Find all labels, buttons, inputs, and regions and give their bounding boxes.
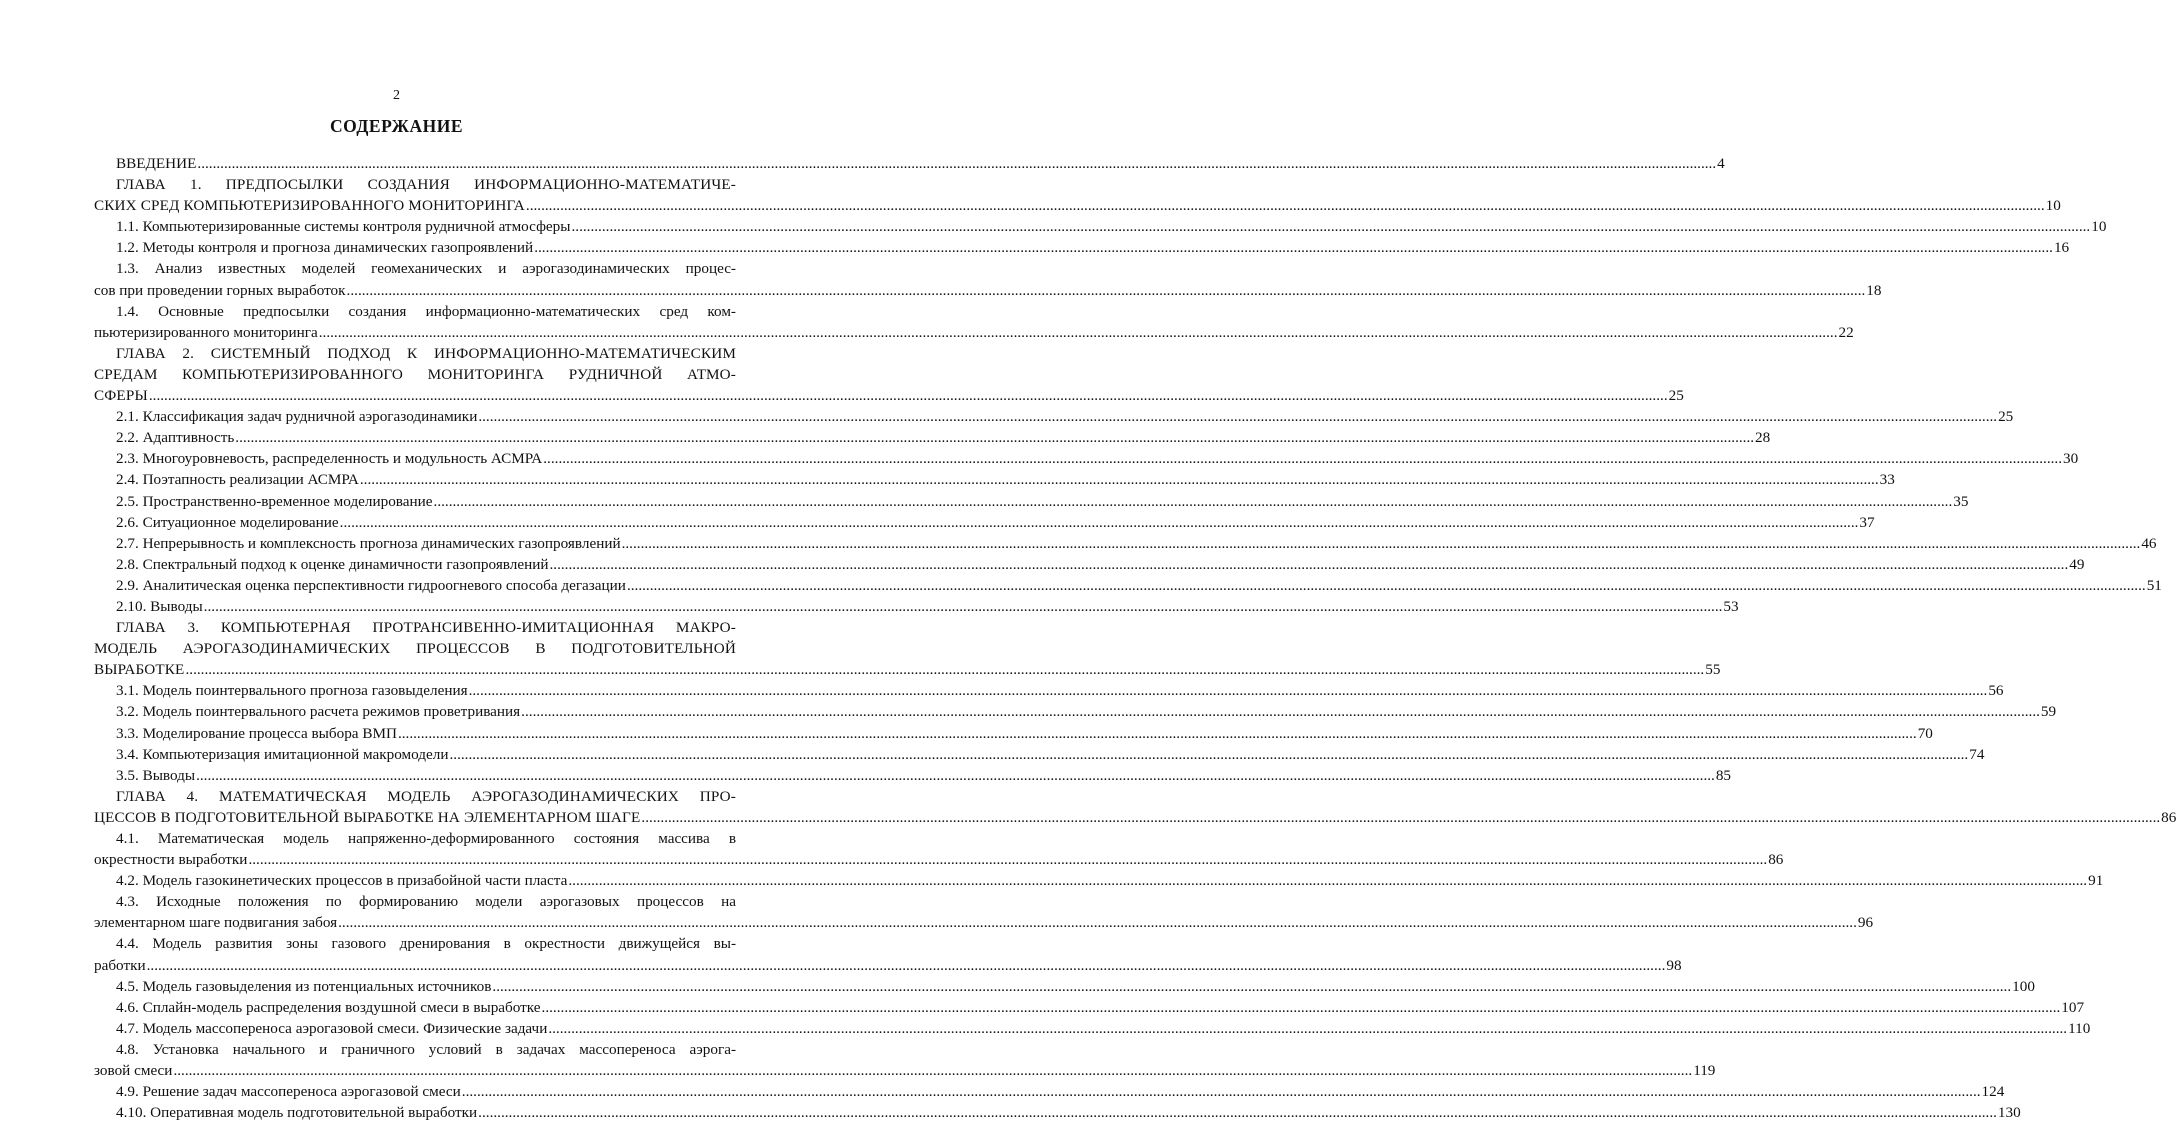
- toc-entry-text: 4.3. Исходные положения по формированию модели аэрогазовых процессов на: [116, 893, 736, 911]
- toc-entry-text: 2.6. Ситуационное моделирование: [116, 513, 339, 531]
- toc-page-number: 96: [1857, 914, 1874, 932]
- toc-page-number: 110: [2068, 1019, 2091, 1037]
- toc-section-entry[interactable]: [94, 301, 1854, 343]
- dot-leader: ................................................................................................................................................................................................................................................................................................................................................................................................................: [346, 281, 1866, 299]
- toc-entry-text: работки: [94, 956, 146, 974]
- toc-page-number: 25: [1998, 408, 2014, 426]
- toc-section-entry[interactable]: [94, 701, 2057, 722]
- toc-page-number: 98: [1666, 956, 1682, 974]
- toc-entry-text: ГЛАВА 2. СИСТЕМНЫЙ ПОДХОД К ИНФОРМАЦИОННО-МАТЕМАТИЧЕСКИМ: [116, 344, 736, 362]
- dot-leader: ................................................................................................................................................................................................................................................................................................................................................................................................................: [492, 977, 2012, 995]
- toc-page-number: 46: [2141, 534, 2157, 552]
- toc-page-number: 25: [1668, 387, 1684, 405]
- toc-page-number: 16: [2053, 239, 2070, 257]
- toc-section-entry[interactable]: [94, 512, 1875, 533]
- dot-leader: ................................................................................................................................................................................................................................................................................................................................................................................................................: [338, 914, 1857, 932]
- toc-entry-text: 1.4. Основные предпосылки создания информационно-математических сред ком-: [116, 302, 736, 320]
- toc-entry-text: 1.1. Компьютеризированные системы контроля рудничной атмосферы: [116, 218, 571, 236]
- toc-section-entry[interactable]: [94, 997, 2085, 1018]
- toc-chapter-entry[interactable]: [94, 786, 2176, 828]
- toc-section-entry[interactable]: [94, 554, 2085, 575]
- toc-entry-text: 4.1. Математическая модель напряженно-деформированного состояния массива в: [116, 830, 736, 847]
- toc-section-entry[interactable]: [94, 744, 1985, 765]
- toc-section-entry[interactable]: [94, 596, 1739, 617]
- dot-leader: ................................................................................................................................................................................................................................................................................................................................................................................................................: [641, 808, 2161, 826]
- toc-chapter-entry[interactable]: [94, 174, 2061, 216]
- toc-section-entry[interactable]: [94, 933, 1682, 975]
- toc-section-entry[interactable]: [94, 237, 2070, 258]
- dot-leader: ................................................................................................................................................................................................................................................................................................................................................................................................................: [397, 724, 1917, 742]
- dot-leader: ................................................................................................................................................................................................................................................................................................................................................................................................................: [468, 682, 1988, 700]
- toc-entry-text: 4.9. Решение задач массопереноса аэрогазовой смеси: [116, 1083, 461, 1101]
- toc-page-number: 10: [2091, 218, 2107, 236]
- dot-leader: ................................................................................................................................................................................................................................................................................................................................................................................................................: [235, 429, 1755, 447]
- dot-leader: ................................................................................................................................................................................................................................................................................................................................................................................................................: [197, 155, 1717, 172]
- dot-leader: ................................................................................................................................................................................................................................................................................................................................................................................................................: [461, 1083, 1981, 1101]
- toc-section-entry[interactable]: [94, 153, 1725, 174]
- toc-page-number: 35: [1953, 492, 1969, 510]
- toc-section-entry[interactable]: [94, 870, 2104, 891]
- toc-section-entry[interactable]: [94, 448, 2079, 469]
- toc-page-number: 119: [1693, 1062, 1716, 1080]
- toc-section-entry[interactable]: [94, 723, 1933, 744]
- toc-entry-text: СФЕРЫ: [94, 387, 148, 405]
- dot-leader: ................................................................................................................................................................................................................................................................................................................................................................................................................: [248, 851, 1768, 869]
- toc-section-entry[interactable]: [94, 1039, 1716, 1081]
- toc-entry-text: 3.5. Выводы: [116, 766, 196, 784]
- toc-chapter-entry[interactable]: [94, 617, 1721, 680]
- toc-section-entry[interactable]: [94, 469, 1895, 490]
- toc-entry-text: окрестности выработки: [94, 851, 248, 869]
- dot-leader: ................................................................................................................................................................................................................................................................................................................................................................................................................: [568, 872, 2088, 890]
- toc-entry-text: ВВЕДЕНИЕ: [116, 155, 197, 172]
- toc-page-number: 37: [1859, 513, 1875, 531]
- toc-entry-text: 1.3. Анализ известных моделей геомеханических и аэрогазодинамических процес-: [116, 260, 736, 278]
- toc-entry-text: элементарном шаге подвигания забоя: [94, 914, 338, 932]
- page-title: СОДЕРЖАНИЕ: [329, 116, 463, 136]
- toc-page-number: 33: [1879, 471, 1895, 489]
- toc-page-number: 91: [2088, 872, 2104, 890]
- dot-leader: ................................................................................................................................................................................................................................................................................................................................................................................................................: [433, 492, 1953, 510]
- toc-section-entry[interactable]: [94, 491, 1969, 512]
- toc-page-number: 56: [1988, 682, 2004, 700]
- toc-entry-text: 3.3. Моделирование процесса выбора ВМП: [116, 724, 397, 742]
- toc-page-number: 107: [2061, 998, 2085, 1016]
- dot-leader: ................................................................................................................................................................................................................................................................................................................................................................................................................: [626, 576, 2146, 594]
- toc-entry-text: ГЛАВА 3. КОМПЬЮТЕРНАЯ ПРОТРАНСИВЕННО-ИМИТАЦИОННАЯ МАКРО-: [116, 619, 736, 637]
- toc-page-number: 86: [1768, 851, 1784, 869]
- toc-page-number: 86: [2161, 808, 2176, 826]
- toc-section-entry[interactable]: [94, 828, 1784, 870]
- dot-leader: ................................................................................................................................................................................................................................................................................................................................................................................................................: [543, 450, 2062, 468]
- toc-entry-text: 2.3. Многоуровневость, распределенность и модульность АСМРА: [116, 450, 543, 468]
- toc-entry-text: 3.2. Модель поинтервального расчета режимов проветривания: [116, 703, 521, 721]
- dot-leader: ................................................................................................................................................................................................................................................................................................................................................................................................................: [196, 766, 1715, 784]
- toc-page-number: 70: [1917, 724, 1933, 742]
- toc-entry-text: 3.4. Компьютеризация имитационной макромодели: [116, 745, 449, 763]
- toc-entry-text: 2.5. Пространственно-временное моделирование: [116, 492, 433, 510]
- toc-entry-text: 4.5. Модель газовыделения из потенциальных источников: [116, 977, 492, 995]
- toc-entry-text: 4.4. Модель развития зоны газового дренирования в окрестности движущейся вы-: [116, 935, 736, 953]
- toc-entry-text: 2.10. Выводы: [116, 597, 203, 615]
- toc-page-number: 53: [1723, 597, 1739, 615]
- toc-section-entry[interactable]: [94, 891, 1874, 933]
- toc-section-entry[interactable]: [94, 533, 2157, 554]
- toc-page-number: 85: [1715, 766, 1732, 784]
- dot-leader: ................................................................................................................................................................................................................................................................................................................................................................................................................: [478, 408, 1998, 426]
- dot-leader: ................................................................................................................................................................................................................................................................................................................................................................................................................: [449, 745, 1969, 763]
- dot-leader: ................................................................................................................................................................................................................................................................................................................................................................................................................: [478, 1104, 1997, 1122]
- toc-section-entry[interactable]: [94, 1081, 2005, 1102]
- toc-entry-text: 4.10. Оперативная модель подготовительной выработки: [116, 1104, 478, 1122]
- toc-page-number: 28: [1755, 429, 1771, 447]
- toc-page-number: 51: [2146, 576, 2162, 594]
- toc-entry-text: 2.1. Классификация задач рудничной аэрогазодинамики: [116, 408, 478, 426]
- toc-page-number: 10: [2045, 197, 2061, 215]
- toc-page-number: 30: [2063, 450, 2079, 468]
- toc-section-entry[interactable]: [94, 406, 2014, 427]
- table-of-contents: [94, 153, 2176, 1123]
- toc-section-entry[interactable]: [94, 976, 2035, 997]
- toc-page-number: 100: [2012, 977, 2035, 995]
- toc-page-number: 124: [1981, 1083, 2005, 1101]
- dot-leader: ................................................................................................................................................................................................................................................................................................................................................................................................................: [148, 387, 1668, 405]
- dot-leader: ................................................................................................................................................................................................................................................................................................................................................................................................................: [548, 1019, 2068, 1037]
- toc-entry-text: пьютеризированного мониторинга: [94, 323, 318, 341]
- toc-entry-text: 3.1. Модель поинтервального прогноза газовыделения: [116, 682, 468, 700]
- toc-entry-text: 4.2. Модель газокинетических процессов в призабойной части пласта: [116, 872, 568, 890]
- toc-section-entry[interactable]: [94, 216, 2107, 237]
- dot-leader: ................................................................................................................................................................................................................................................................................................................................................................................................................: [549, 555, 2069, 573]
- toc-section-entry[interactable]: [94, 575, 2162, 596]
- toc-page-number: 18: [1866, 281, 1882, 299]
- toc-entry-text: сов при проведении горных выработок: [94, 281, 346, 299]
- dot-leader: ................................................................................................................................................................................................................................................................................................................................................................................................................: [339, 513, 1859, 531]
- dot-leader: ................................................................................................................................................................................................................................................................................................................................................................................................................: [203, 597, 1723, 615]
- toc-entry-text: 2.8. Спектральный подход к оценке динамичности газопроявлений: [116, 555, 549, 573]
- toc-entry-text: ГЛАВА 1. ПРЕДПОСЫЛКИ СОЗДАНИЯ ИНФОРМАЦИОННО-МАТЕМАТИЧЕ-: [116, 176, 736, 194]
- toc-entry-text: СРЕДАМ КОМПЬЮТЕРИЗИРОВАННОГО МОНИТОРИНГА РУДНИЧНОЙ АТМО-: [94, 365, 736, 383]
- toc-section-entry[interactable]: [94, 427, 1771, 448]
- dot-leader: ................................................................................................................................................................................................................................................................................................................................................................................................................: [185, 661, 1705, 679]
- dot-leader: ................................................................................................................................................................................................................................................................................................................................................................................................................: [173, 1062, 1693, 1080]
- toc-entry-text: ЦЕССОВ В ПОДГОТОВИТЕЛЬНОЙ ВЫРАБОТКЕ НА ЭЛЕМЕНТАРНОМ ШАГЕ: [94, 808, 641, 826]
- toc-page-number: 4: [1717, 155, 1725, 172]
- toc-page-number: 74: [1969, 745, 1985, 763]
- toc-section-entry[interactable]: [94, 1102, 2021, 1123]
- dot-leader: ................................................................................................................................................................................................................................................................................................................................................................................................................: [571, 218, 2091, 236]
- toc-entry-text: 4.7. Модель массопереноса аэрогазовой смеси. Физические задачи: [116, 1019, 548, 1037]
- toc-page-number: 22: [1838, 323, 1854, 341]
- dot-leader: ................................................................................................................................................................................................................................................................................................................................................................................................................: [359, 471, 1879, 489]
- toc-entry-text: 1.2. Методы контроля и прогноза динамических газопроявлений: [116, 239, 534, 257]
- dot-leader: ................................................................................................................................................................................................................................................................................................................................................................................................................: [525, 197, 2045, 215]
- toc-entry-text: ГЛАВА 4. МАТЕМАТИЧЕСКАЯ МОДЕЛЬ АЭРОГАЗОДИНАМИЧЕСКИХ ПРО-: [116, 787, 736, 805]
- dot-leader: ................................................................................................................................................................................................................................................................................................................................................................................................................: [541, 998, 2061, 1016]
- toc-section-entry[interactable]: [94, 765, 1732, 786]
- dot-leader: ................................................................................................................................................................................................................................................................................................................................................................................................................: [318, 323, 1838, 341]
- toc-entry-text: 4.6. Сплайн-модель распределения воздушной смеси в выработке: [116, 998, 541, 1016]
- toc-section-entry[interactable]: [94, 258, 1882, 300]
- dot-leader: ................................................................................................................................................................................................................................................................................................................................................................................................................: [534, 239, 2053, 257]
- toc-entry-text: СКИХ СРЕД КОМПЬЮТЕРИЗИРОВАННОГО МОНИТОРИНГА: [94, 197, 525, 215]
- toc-entry-text: зовой смеси: [94, 1062, 173, 1080]
- toc-page-number: 130: [1997, 1104, 2021, 1122]
- toc-entry-text: МОДЕЛЬ АЭРОГАЗОДИНАМИЧЕСКИХ ПРОЦЕССОВ В ПОДГОТОВИТЕЛЬНОЙ: [94, 640, 736, 658]
- page-number: 2: [393, 88, 400, 103]
- toc-chapter-entry[interactable]: [94, 343, 1684, 406]
- toc-section-entry[interactable]: [94, 680, 2004, 701]
- toc-entry-text: 2.2. Адаптивность: [116, 429, 235, 447]
- toc-entry-text: ВЫРАБОТКЕ: [94, 661, 185, 679]
- dot-leader: ................................................................................................................................................................................................................................................................................................................................................................................................................: [621, 534, 2141, 552]
- toc-entry-text: 2.7. Непрерывность и комплексность прогноза динамических газопроявлений: [116, 534, 621, 552]
- toc-page-number: 59: [2040, 703, 2057, 721]
- toc-page-number: 55: [1705, 661, 1721, 679]
- toc-section-entry[interactable]: [94, 1018, 2091, 1039]
- toc-page-number: 49: [2069, 555, 2085, 573]
- dot-leader: ................................................................................................................................................................................................................................................................................................................................................................................................................: [146, 956, 1666, 974]
- toc-entry-text: 2.4. Поэтапность реализации АСМРА: [116, 471, 359, 489]
- toc-entry-text: 4.8. Установка начального и граничного условий в задачах массопереноса аэрога-: [116, 1040, 736, 1058]
- toc-entry-text: 2.9. Аналитическая оценка перспективности гидроогневого способа дегазации: [116, 576, 626, 594]
- dot-leader: ................................................................................................................................................................................................................................................................................................................................................................................................................: [521, 703, 2040, 721]
